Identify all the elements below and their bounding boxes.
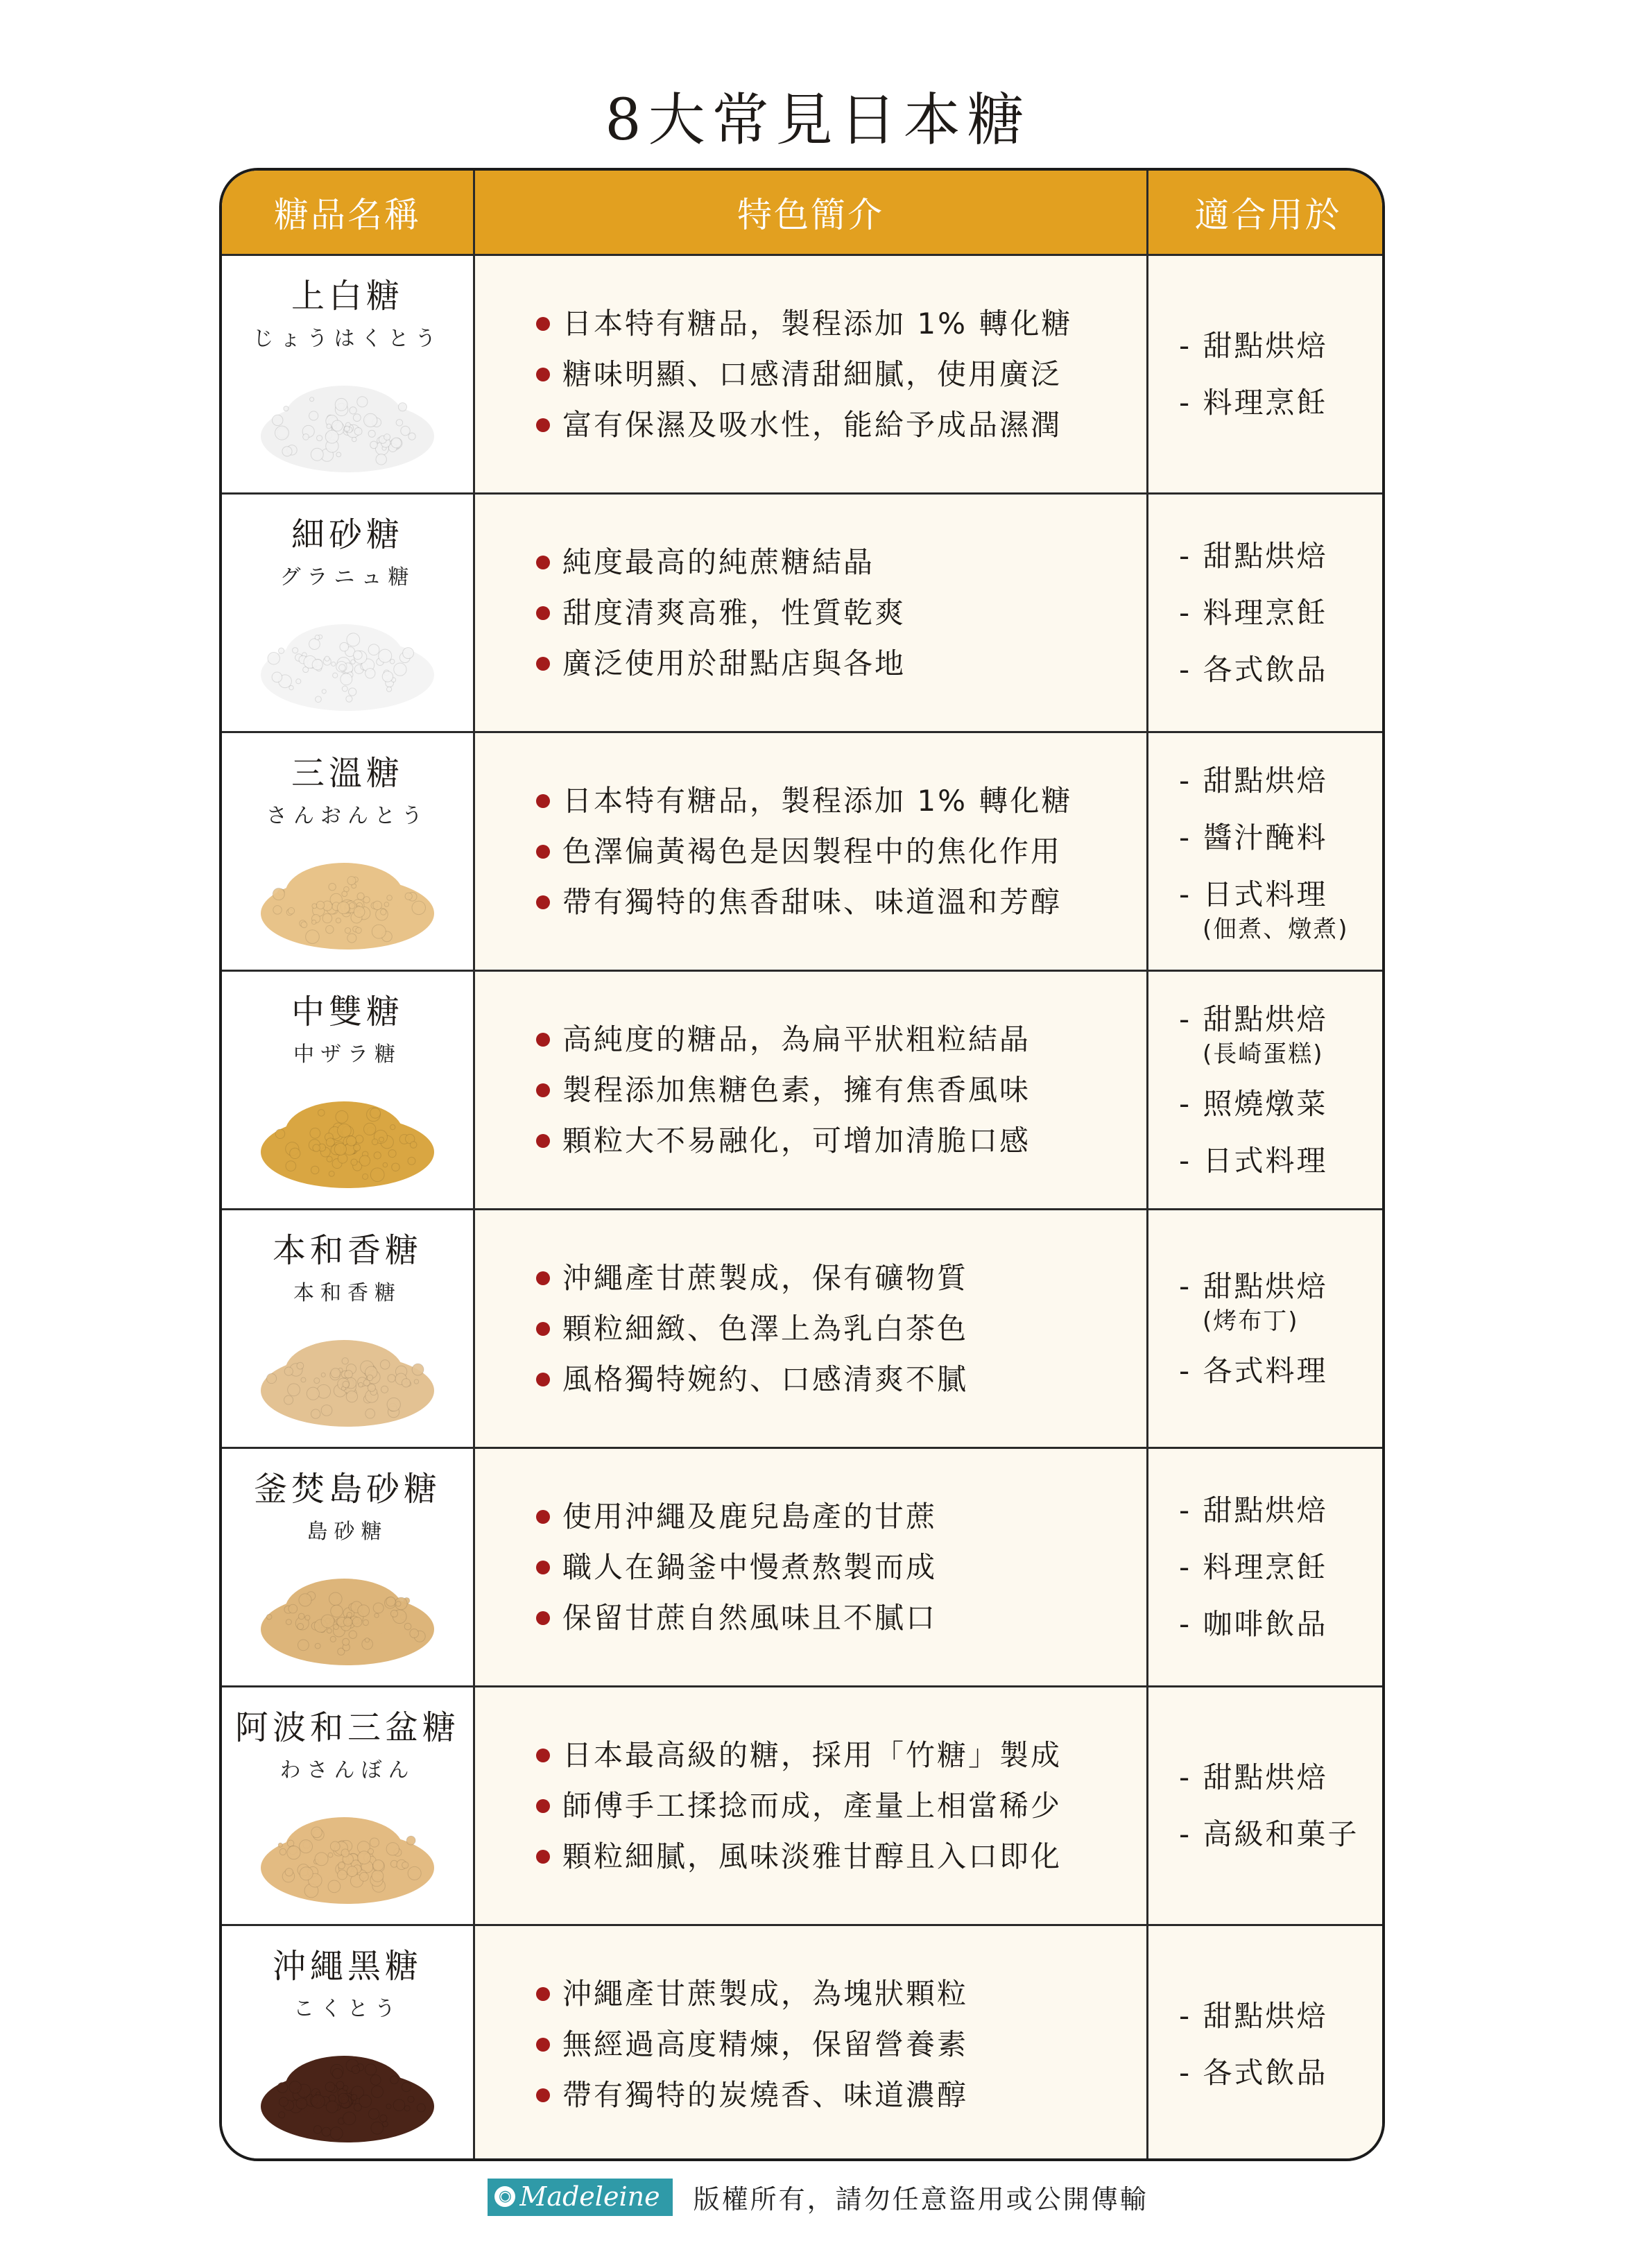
bullet-icon	[536, 2088, 550, 2102]
sugar-name-cell	[222, 254, 473, 492]
sugar-pile-image	[254, 605, 441, 716]
use-item: - 照燒燉菜	[1179, 1086, 1328, 1121]
feature-text: 日本特有糖品，製程添加 1% 轉化糖	[562, 784, 1073, 818]
features-cell	[473, 1924, 1146, 2161]
feature-text: 色澤偏黃褐色是因製程中的焦化作用	[562, 834, 1062, 868]
bullet-icon	[536, 418, 550, 432]
feature-item	[536, 1115, 1146, 1166]
feature-item	[536, 775, 1146, 826]
use-item: - 甜點烘焙	[1179, 763, 1328, 798]
use-item: - 甜點烘焙	[1179, 328, 1328, 363]
feature-text: 純度最高的純蔗糖結晶	[562, 545, 875, 579]
use-item: - 日式料理	[1179, 877, 1328, 911]
feature-text: 製程添加焦糖色素，擁有焦香風味	[562, 1073, 1031, 1107]
uses-cell	[1146, 1447, 1385, 1685]
feature-text: 師傅手工揉捻而成，產量上相當稀少	[562, 1789, 1062, 1823]
feature-text: 保留甘蔗自然風味且不膩口	[562, 1601, 938, 1635]
feature-item	[536, 1491, 1146, 1542]
sugar-reading: こくとう	[293, 1997, 402, 2021]
feature-item	[536, 1592, 1146, 1643]
bullet-icon	[536, 794, 550, 808]
sugar-reading: じょうはくとう	[252, 327, 442, 351]
feature-item	[536, 877, 1146, 927]
header-features: 特色簡介	[473, 171, 1146, 254]
uses-cell	[1146, 1924, 1385, 2161]
use-item: - 料理烹飪	[1179, 385, 1328, 420]
sugar-pile-image	[254, 2037, 441, 2148]
feature-text: 富有保濕及吸水性，能給予成品濕潤	[562, 408, 1062, 442]
bullet-icon	[536, 368, 550, 381]
use-item: - 甜點烘焙	[1179, 1760, 1328, 1794]
bullet-icon	[536, 1749, 550, 1762]
header-uses: 適合用於	[1146, 171, 1385, 254]
sugar-reading: 中ザラ糖	[293, 1042, 402, 1067]
feature-item	[536, 1014, 1146, 1065]
feature-item	[536, 1253, 1146, 1303]
feature-text: 顆粒細緻、色澤上為乳白茶色	[562, 1312, 969, 1346]
bullet-icon	[536, 1322, 550, 1336]
use-item: - 咖啡飲品	[1179, 1606, 1328, 1641]
feature-text: 職人在鍋釜中慢煮熬製而成	[562, 1550, 938, 1584]
feature-text: 糖味明顯、口感清甜細膩，使用廣泛	[562, 357, 1062, 391]
use-item: - 日式料理	[1179, 1143, 1328, 1178]
use-item: - 甜點烘焙	[1179, 1493, 1328, 1527]
sugar-pile-image	[254, 367, 441, 478]
uses-cell	[1146, 492, 1385, 731]
bullet-icon	[536, 845, 550, 859]
use-item: - 高級和菓子	[1179, 1816, 1359, 1851]
use-item: - 各式料理	[1179, 1353, 1328, 1388]
feature-item	[536, 1354, 1146, 1404]
sugar-pile-image	[254, 1321, 441, 1432]
bullet-icon	[536, 1134, 550, 1148]
logo-mark-icon: ◉	[494, 2186, 515, 2207]
use-item: - 料理烹飪	[1179, 1549, 1328, 1584]
feature-text: 顆粒細膩，風味淡雅甘醇且入口即化	[562, 1839, 1062, 1873]
use-note: (長崎蛋糕)	[1203, 1040, 1324, 1068]
use-item: - 甜點烘焙	[1179, 1998, 1328, 2033]
use-item: - 甜點烘焙	[1179, 1002, 1328, 1036]
feature-item	[536, 1831, 1146, 1882]
sugar-name-cell	[222, 492, 473, 731]
sugar-reading: わさんぼん	[279, 1758, 415, 1782]
feature-text: 日本特有糖品，製程添加 1% 轉化糖	[562, 307, 1073, 341]
feature-item	[536, 826, 1146, 877]
bullet-icon	[536, 1083, 550, 1097]
bullet-icon	[536, 1373, 550, 1386]
sugar-name-cell	[222, 1447, 473, 1685]
uses-cell	[1146, 254, 1385, 492]
bullet-icon	[536, 657, 550, 671]
sugar-reading: さんおんとう	[266, 804, 429, 828]
feature-item	[536, 587, 1146, 638]
bullet-icon	[536, 1611, 550, 1625]
bullet-icon	[536, 317, 550, 331]
bullet-icon	[536, 1799, 550, 1813]
features-cell	[473, 970, 1146, 1208]
feature-item	[536, 2019, 1146, 2070]
features-cell	[473, 1447, 1146, 1685]
feature-item	[536, 400, 1146, 450]
logo-text: Madeleine	[519, 2181, 660, 2212]
sugar-reading: 本和香糖	[293, 1281, 402, 1305]
bullet-icon	[536, 556, 550, 569]
bullet-icon	[536, 2038, 550, 2052]
sugar-name: 沖繩黑糖	[272, 1947, 422, 1986]
sugar-pile-image	[254, 1083, 441, 1194]
sugar-name-cell	[222, 970, 473, 1208]
features-cell	[473, 731, 1146, 970]
uses-cell	[1146, 1685, 1385, 1924]
feature-item	[536, 349, 1146, 400]
use-item: - 醬汁醃料	[1179, 820, 1328, 854]
use-item: - 甜點烘焙	[1179, 1269, 1328, 1303]
bullet-icon	[536, 606, 550, 620]
feature-item	[536, 1780, 1146, 1831]
feature-item	[536, 1065, 1146, 1115]
sugar-name: 中雙糖	[291, 993, 404, 1031]
bullet-icon	[536, 1033, 550, 1047]
sugar-name: 細砂糖	[291, 515, 404, 554]
feature-text: 廣泛使用於甜點店與各地	[562, 646, 906, 680]
sugar-name: 上白糖	[291, 277, 404, 316]
sugar-pile-image	[254, 1798, 441, 1909]
bullet-icon	[536, 1987, 550, 2001]
uses-cell	[1146, 731, 1385, 970]
sugar-name: 阿波和三盆糖	[234, 1708, 460, 1747]
feature-item	[536, 298, 1146, 349]
sugar-name-cell	[222, 1924, 473, 2161]
feature-text: 高純度的糖品，為扁平狀粗粒結晶	[562, 1022, 1031, 1056]
feature-item	[536, 2070, 1146, 2120]
brand-logo	[488, 2179, 672, 2216]
bullet-icon	[536, 1850, 550, 1864]
bullet-icon	[536, 895, 550, 909]
uses-cell	[1146, 1208, 1385, 1447]
use-item: - 各式飲品	[1179, 2055, 1328, 2090]
feature-text: 風格獨特婉約、口感清爽不膩	[562, 1362, 969, 1396]
sugar-reading: グラニュ糖	[279, 565, 415, 590]
sugar-reading: 島砂糖	[307, 1520, 388, 1544]
sugar-name: 釜焚島砂糖	[253, 1470, 441, 1509]
features-cell	[473, 1685, 1146, 1924]
use-note: (佃煮、燉煮)	[1203, 915, 1349, 943]
feature-text: 使用沖繩及鹿兒島產的甘蔗	[562, 1500, 938, 1534]
copyright-notice: 版權所有，請勿任意盜用或公開傳輸	[693, 2184, 1148, 2215]
use-item: - 料理烹飪	[1179, 595, 1328, 630]
sugar-name-cell	[222, 1208, 473, 1447]
page-title: 8大常見日本糖	[605, 87, 1031, 153]
feature-text: 顆粒大不易融化，可增加清脆口感	[562, 1124, 1031, 1158]
feature-text: 帶有獨特的焦香甜味、味道溫和芳醇	[562, 885, 1062, 919]
feature-item	[536, 1730, 1146, 1780]
sugar-pile-image	[254, 1560, 441, 1671]
feature-text: 甜度清爽高雅，性質乾爽	[562, 596, 906, 630]
feature-item	[536, 1968, 1146, 2019]
sugar-pile-image	[254, 844, 441, 955]
features-cell	[473, 1208, 1146, 1447]
feature-text: 帶有獨特的炭燒香、味道濃醇	[562, 2078, 969, 2112]
sugar-name: 本和香糖	[272, 1231, 422, 1270]
sugar-name: 三溫糖	[291, 754, 404, 793]
feature-text: 沖繩產甘蔗製成，保有礦物質	[562, 1261, 969, 1295]
features-cell	[473, 492, 1146, 731]
feature-item	[536, 1303, 1146, 1354]
sugar-table	[219, 168, 1385, 2161]
sugar-name-cell	[222, 731, 473, 970]
bullet-icon	[536, 1271, 550, 1285]
feature-text: 無經過高度精煉，保留營養素	[562, 2027, 969, 2061]
use-item: - 甜點烘焙	[1179, 538, 1328, 573]
feature-text: 沖繩產甘蔗製成，為塊狀顆粒	[562, 1977, 969, 2011]
features-cell	[473, 254, 1146, 492]
uses-cell	[1146, 970, 1385, 1208]
header-name: 糖品名稱	[222, 171, 473, 254]
use-note: (烤布丁)	[1203, 1307, 1299, 1335]
bullet-icon	[536, 1561, 550, 1574]
feature-item	[536, 537, 1146, 587]
feature-item	[536, 638, 1146, 689]
feature-text: 日本最高級的糖，採用「竹糖」製成	[562, 1738, 1062, 1772]
use-item: - 各式飲品	[1179, 652, 1328, 687]
footer	[0, 2178, 1636, 2216]
sugar-name-cell	[222, 1685, 473, 1924]
feature-item	[536, 1542, 1146, 1592]
bullet-icon	[536, 1510, 550, 1524]
